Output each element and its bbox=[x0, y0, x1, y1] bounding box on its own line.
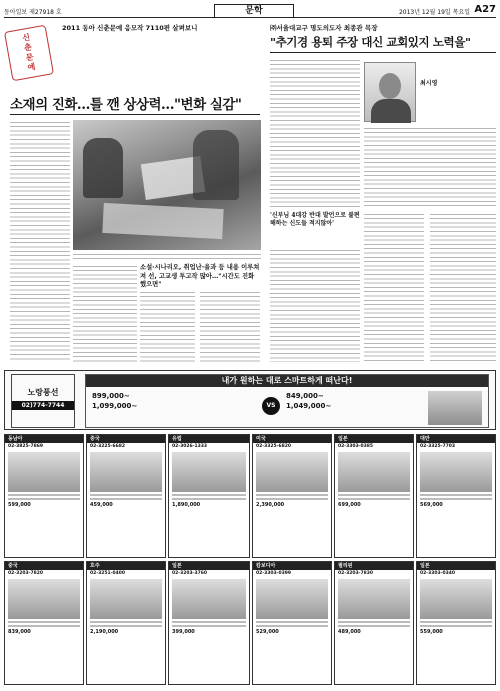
ad-title: 동남아 bbox=[5, 435, 83, 443]
ad-price: 699,000 bbox=[338, 502, 361, 508]
body-text-column bbox=[430, 212, 496, 362]
ad-line bbox=[420, 494, 492, 496]
ad-phone: 02-3303-0340 bbox=[420, 571, 456, 576]
ad-price: 459,000 bbox=[90, 502, 113, 508]
photo-caption bbox=[73, 252, 261, 262]
classified-ad[interactable] bbox=[416, 434, 496, 558]
classified-ad[interactable] bbox=[334, 434, 414, 558]
advertiser-phone: 02)774-7744 bbox=[12, 401, 74, 410]
body-text-column bbox=[270, 58, 360, 208]
ad-thumbnail bbox=[172, 579, 246, 619]
ad-line bbox=[172, 498, 246, 500]
ad-line bbox=[172, 625, 246, 627]
page-header bbox=[4, 4, 496, 18]
ad-phone: 02-3203-7820 bbox=[8, 571, 44, 576]
ad-line bbox=[90, 625, 162, 627]
ad-title: 미국 bbox=[253, 435, 331, 443]
ad-line bbox=[256, 494, 328, 496]
ad-phone: 02-3026-1333 bbox=[172, 444, 208, 449]
classified-ad[interactable] bbox=[86, 434, 166, 558]
ad-line bbox=[90, 498, 162, 500]
ad-thumbnail bbox=[420, 452, 492, 492]
ad-thumbnail bbox=[256, 579, 328, 619]
ad-phone: 02-3325-6820 bbox=[256, 444, 292, 449]
ad-line bbox=[338, 625, 410, 627]
ad-title: 필리핀 bbox=[335, 562, 413, 570]
classified-ad[interactable] bbox=[168, 561, 250, 685]
divider bbox=[270, 52, 496, 53]
classified-ads-grid bbox=[4, 434, 496, 686]
ad-line bbox=[172, 621, 246, 623]
body-text-column bbox=[10, 120, 70, 362]
left-subhead: 소설·시나리오, 취업난·을과 등 내용 이루쳐져 선, 고교생 투고작 많아…"시간도 진화했으면" bbox=[140, 264, 260, 288]
stamp-char: 문 bbox=[25, 52, 35, 63]
ad-phone: 02-3225-6682 bbox=[90, 444, 126, 449]
ad-thumbnail bbox=[338, 452, 410, 492]
spring-literary-stamp bbox=[4, 25, 54, 82]
portrait-face bbox=[379, 73, 401, 99]
classified-ad[interactable] bbox=[252, 434, 332, 558]
ad-line bbox=[256, 498, 328, 500]
ad-line bbox=[420, 621, 492, 623]
ad-price: 2,390,000 bbox=[256, 502, 285, 508]
ad-price: 489,000 bbox=[338, 629, 361, 635]
ad-thumbnail bbox=[338, 579, 410, 619]
ad-thumbnail bbox=[90, 579, 162, 619]
classified-ad[interactable] bbox=[4, 434, 84, 558]
left-headline: 소재의 진화…틀 깬 상상력…"변화 실감" bbox=[10, 97, 242, 113]
left-kicker: 2011 동아 신춘문예 응모작 7110편 살펴보니 bbox=[62, 24, 198, 32]
ad-title: 중국 bbox=[5, 562, 83, 570]
ad-title: 중국 bbox=[87, 435, 165, 443]
ad-price: 1,890,000 bbox=[172, 502, 201, 508]
ad-phone: 02-3251-0400 bbox=[90, 571, 126, 576]
ad-line bbox=[338, 494, 410, 496]
ad-phone: 02-3203-3760 bbox=[172, 571, 208, 576]
ad-line bbox=[8, 494, 80, 496]
body-text-column bbox=[270, 248, 360, 362]
ad-line bbox=[256, 625, 328, 627]
ad-phone: 02-3303-0385 bbox=[338, 444, 374, 449]
ad-title: 일본 bbox=[335, 435, 413, 443]
right-kicker: ㈜서울대교구 명도의도자 최종관 목장 bbox=[270, 24, 378, 32]
ad-thumbnail bbox=[8, 579, 80, 619]
body-text-column bbox=[364, 212, 424, 362]
ad-image bbox=[428, 391, 482, 425]
ad-thumbnail bbox=[256, 452, 328, 492]
travel-ad-banner[interactable] bbox=[4, 370, 496, 430]
article-photo bbox=[73, 120, 261, 250]
ad-line bbox=[90, 494, 162, 496]
price: 1,099,000~ bbox=[92, 402, 138, 410]
body-text-column bbox=[200, 290, 260, 362]
ad-line bbox=[90, 621, 162, 623]
ad-title: 일본 bbox=[169, 562, 249, 570]
ad-price: 839,000 bbox=[8, 629, 31, 635]
ad-phone: 02-3303-0399 bbox=[256, 571, 292, 576]
body-text-column bbox=[73, 264, 137, 362]
section-title: 문학 bbox=[214, 4, 294, 18]
ad-line bbox=[8, 621, 80, 623]
stamp-char: 신 bbox=[21, 32, 31, 43]
ad-line bbox=[338, 621, 410, 623]
ad-phone: 02-3325-7703 bbox=[420, 444, 456, 449]
portrait-photo bbox=[364, 62, 416, 122]
ad-line bbox=[8, 498, 80, 500]
price-block bbox=[92, 391, 137, 411]
classified-ad[interactable] bbox=[4, 561, 84, 685]
ad-body bbox=[85, 374, 489, 428]
photo-papers bbox=[102, 203, 223, 239]
ad-thumbnail bbox=[8, 452, 80, 492]
ad-phone: 02-3825-7869 bbox=[8, 444, 44, 449]
ad-line bbox=[338, 498, 410, 500]
classified-ad[interactable] bbox=[86, 561, 166, 685]
classified-ad[interactable] bbox=[168, 434, 250, 558]
advertiser-logo bbox=[11, 374, 75, 428]
price: 1,049,000~ bbox=[286, 402, 332, 410]
ad-price: 559,000 bbox=[420, 629, 443, 635]
price: 899,000~ bbox=[92, 392, 130, 400]
ad-price: 529,000 bbox=[256, 629, 279, 635]
page-number: A27 bbox=[474, 4, 496, 15]
stamp-char: 춘 bbox=[23, 42, 33, 53]
interviewee-name: 최시영 bbox=[420, 80, 438, 87]
ad-price: 599,000 bbox=[8, 502, 31, 508]
portrait-body bbox=[371, 99, 411, 123]
photo-figure bbox=[193, 130, 239, 200]
ad-thumbnail bbox=[172, 452, 246, 492]
body-text-column bbox=[140, 290, 195, 362]
price: 849,000~ bbox=[286, 392, 324, 400]
pull-quote: '신부님 4대강 반대 발언으로 불편해하는 신도들 적지않아' bbox=[270, 212, 360, 228]
ad-line bbox=[8, 625, 80, 627]
classified-ad[interactable] bbox=[416, 561, 496, 685]
ad-line bbox=[420, 625, 492, 627]
ad-line bbox=[256, 621, 328, 623]
divider bbox=[10, 114, 260, 115]
ad-line bbox=[172, 494, 246, 496]
ad-title: 일본 bbox=[417, 562, 495, 570]
classified-ad[interactable] bbox=[252, 561, 332, 685]
ad-phone: 02-3203-7830 bbox=[338, 571, 374, 576]
ad-thumbnail bbox=[90, 452, 162, 492]
body-text-column bbox=[364, 126, 496, 208]
ad-price: 569,000 bbox=[420, 502, 443, 508]
page-date: 2013년 12월 19일 목요일 bbox=[398, 9, 470, 16]
masthead-issue: 동아일보 제27918 호 bbox=[4, 9, 62, 16]
vs-badge: VS bbox=[262, 397, 280, 415]
ad-line bbox=[420, 498, 492, 500]
ad-price: 2,190,000 bbox=[90, 629, 119, 635]
ad-thumbnail bbox=[420, 579, 492, 619]
ad-slogan: 내가 원하는 대로 스마트하게 떠난다! bbox=[86, 375, 488, 387]
ad-price: 399,000 bbox=[172, 629, 195, 635]
classified-ad[interactable] bbox=[334, 561, 414, 685]
price-block bbox=[286, 391, 331, 411]
ad-title: 대만 bbox=[417, 435, 495, 443]
ad-title: 호주 bbox=[87, 562, 165, 570]
ad-title: 캄보디아 bbox=[253, 562, 331, 570]
advertiser-name: 노랑풍선 bbox=[27, 388, 59, 397]
stamp-char: 예 bbox=[26, 62, 37, 73]
right-headline: "추기경 용퇴 주장 대신 교회있지 노력을" bbox=[270, 35, 471, 49]
photo-figure bbox=[83, 138, 123, 198]
ad-title: 유럽 bbox=[169, 435, 249, 443]
